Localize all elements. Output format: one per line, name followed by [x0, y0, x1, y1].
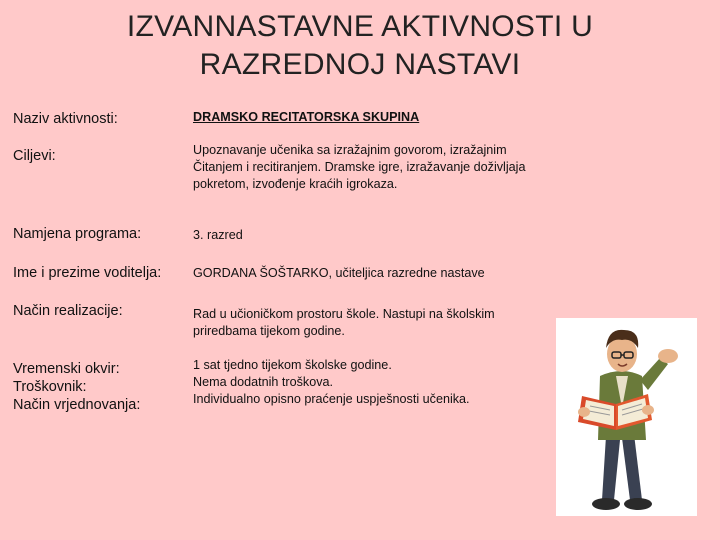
nacin-line: priredbama tijekom godine. — [193, 324, 345, 338]
boy-reading-book-icon — [556, 318, 697, 516]
ciljevi-line: Upoznavanje učenika sa izražajnim govorom, izražajnim — [193, 143, 507, 157]
label-ciljevi: Ciljevi: — [13, 148, 56, 164]
value-vremenski — [193, 357, 470, 408]
vremenski-label-line: Troškovnik: — [13, 379, 87, 395]
label-nacin: Način realizacije: — [13, 303, 123, 319]
label-vremenski — [13, 360, 140, 414]
value-nacin — [193, 306, 495, 340]
label-voditelj: Ime i prezime voditelja: — [13, 265, 162, 281]
value-ciljevi — [193, 142, 525, 193]
nacin-line: Rad u učioničkom prostoru škole. Nastupi na školskim — [193, 307, 495, 321]
vremenski-line: 1 sat tjedno tijekom školske godine. — [193, 358, 392, 372]
label-naziv: Naziv aktivnosti: — [13, 111, 118, 127]
value-naziv: DRAMSKO RECITATORSKA SKUPINA — [193, 110, 420, 124]
page-title — [0, 8, 720, 84]
ciljevi-line: Čitanjem i recitiranjem. Dramske igre, izražavanje doživljaja — [193, 160, 526, 174]
vremenski-line: Nema dodatnih troškova. — [193, 375, 334, 389]
label-namjena: Namjena programa: — [13, 226, 142, 242]
vremenski-label-line: Način vrjednovanja: — [13, 397, 141, 413]
title-line-1: IZVANNASTAVNE AKTIVNOSTI U — [126, 10, 594, 43]
vremenski-label-line: Vremenski okvir: — [13, 361, 120, 377]
value-voditelj: GORDANA ŠOŠTARKO, učiteljica razredne nastave — [193, 266, 485, 280]
title-line-2: RAZREDNOJ NASTAVI — [199, 48, 521, 81]
ciljevi-line: pokretom, izvođenje kraćih igrokaza. — [193, 177, 398, 191]
value-namjena: 3. razred — [193, 228, 243, 242]
vremenski-line: Individualno opisno praćenje uspješnosti učenika. — [193, 392, 470, 406]
